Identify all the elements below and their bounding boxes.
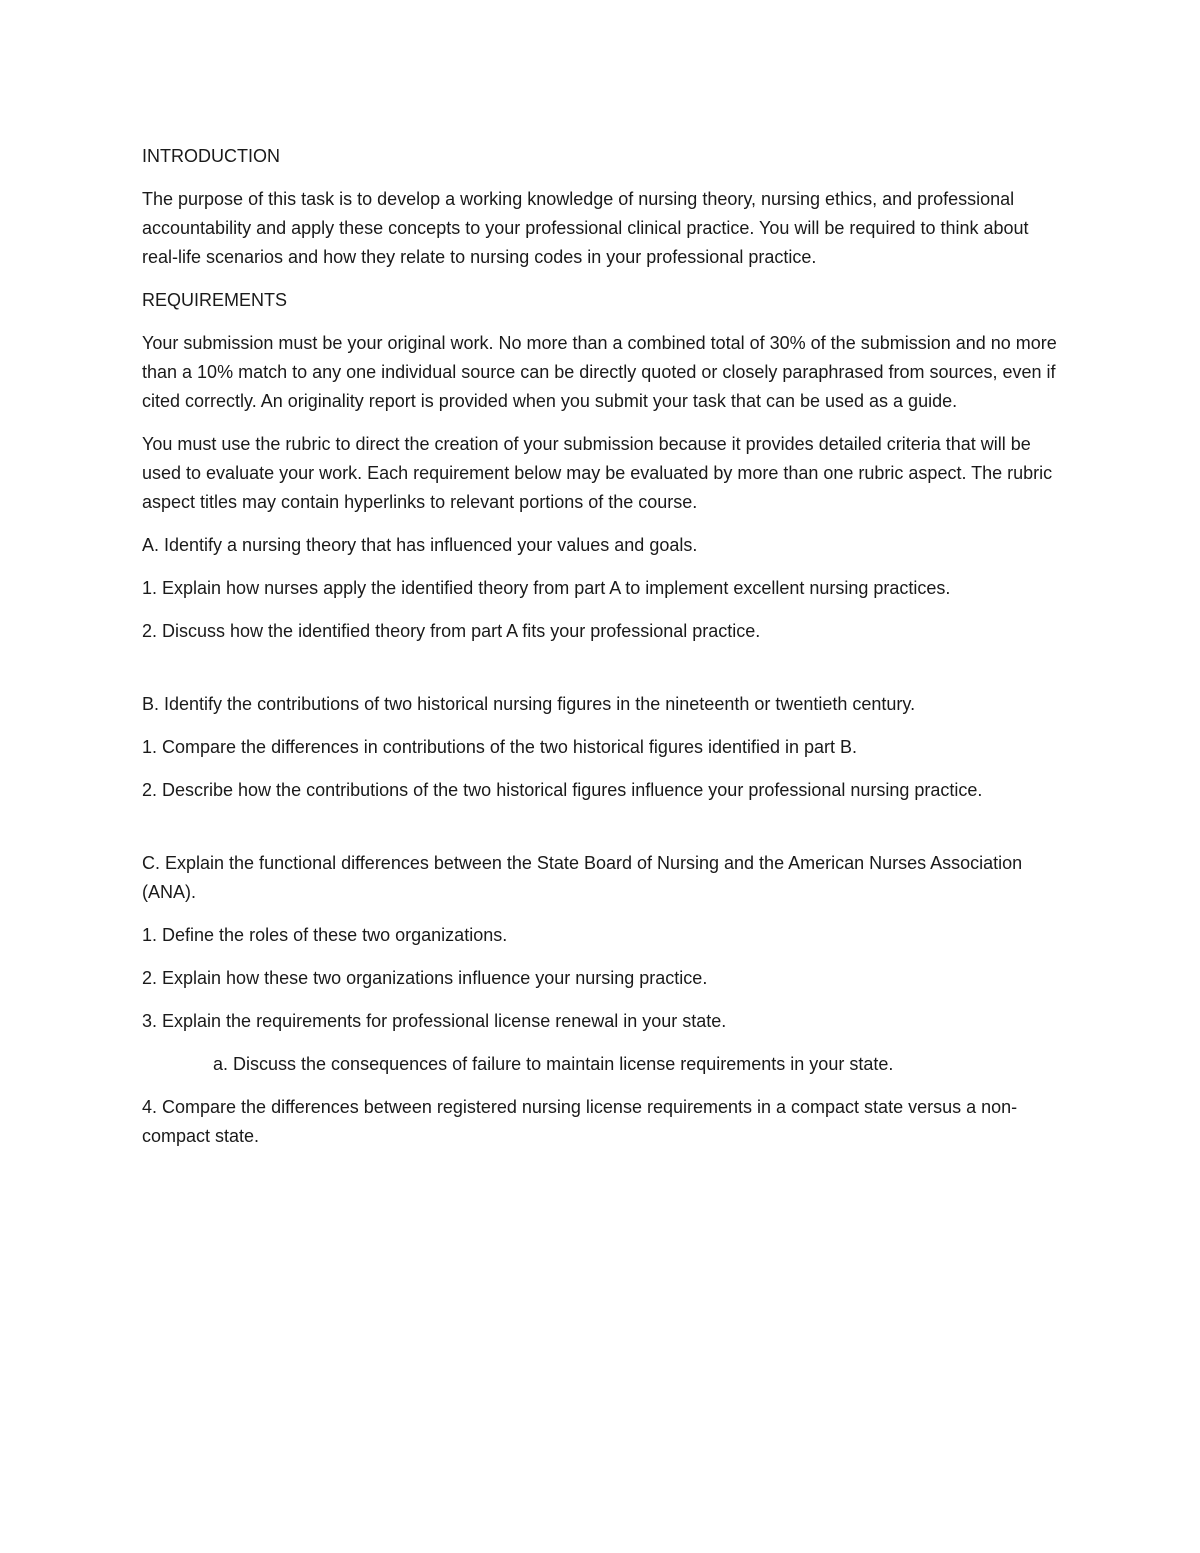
section-c-item-2: 2. Explain how these two organizations influence your nursing practice. <box>142 968 708 988</box>
section-b-item-1: 1. Compare the differences in contributions of the two historical figures identified in part B. <box>142 737 858 757</box>
section-a-main: A. Identify a nursing theory that has influenced your values and goals. <box>142 535 698 555</box>
section-c-item-3: 3. Explain the requirements for professional license renewal in your state. <box>142 1011 727 1031</box>
introduction-paragraph: The purpose of this task is to develop a working knowledge of nursing theory, nursing ethics, and professional accountability and apply these concepts to your professional clinical practice. You will be required to think about real-life scenarios and how they relate to nursing codes in your professional practice. <box>142 189 1029 267</box>
section-a-item-1: 1. Explain how nurses apply the identified theory from part A to implement excellent nursing practices. <box>142 578 951 598</box>
requirements-paragraph-originality: Your submission must be your original work. No more than a combined total of 30% of the submission and no more than a 10% match to any one individual source can be directly quoted or closely paraphrased from sources, even if cited correctly. An originality report is provided when you submit your task that can be used as a guide. <box>142 333 1057 411</box>
section-c-item-1: 1. Define the roles of these two organizations. <box>142 925 508 945</box>
section-c-item-4: 4. Compare the differences between registered nursing license requirements in a compact state versus a non-compact state. <box>142 1097 1018 1146</box>
requirements-paragraph-rubric: You must use the rubric to direct the creation of your submission because it provides detailed criteria that will be used to evaluate your work. Each requirement below may be evaluated by more than one rubric aspect. The rubric aspect titles may contain hyperlinks to relevant portions of the course. <box>142 434 1053 512</box>
introduction-heading: INTRODUCTION <box>142 146 280 166</box>
section-b-main: B. Identify the contributions of two historical nursing figures in the nineteenth or twentieth century. <box>142 694 916 714</box>
section-c-main: C. Explain the functional differences between the State Board of Nursing and the American Nurses Association (ANA). <box>142 853 1023 902</box>
section-a-item-2: 2. Discuss how the identified theory from part A fits your professional practice. <box>142 621 761 641</box>
document-page <box>142 142 1062 1165</box>
requirements-heading: REQUIREMENTS <box>142 290 288 310</box>
section-c-subitem-a: a. Discuss the consequences of failure to maintain license requirements in your state. <box>213 1054 894 1074</box>
section-b-item-2: 2. Describe how the contributions of the two historical figures influence your professional nursing practice. <box>142 780 983 800</box>
